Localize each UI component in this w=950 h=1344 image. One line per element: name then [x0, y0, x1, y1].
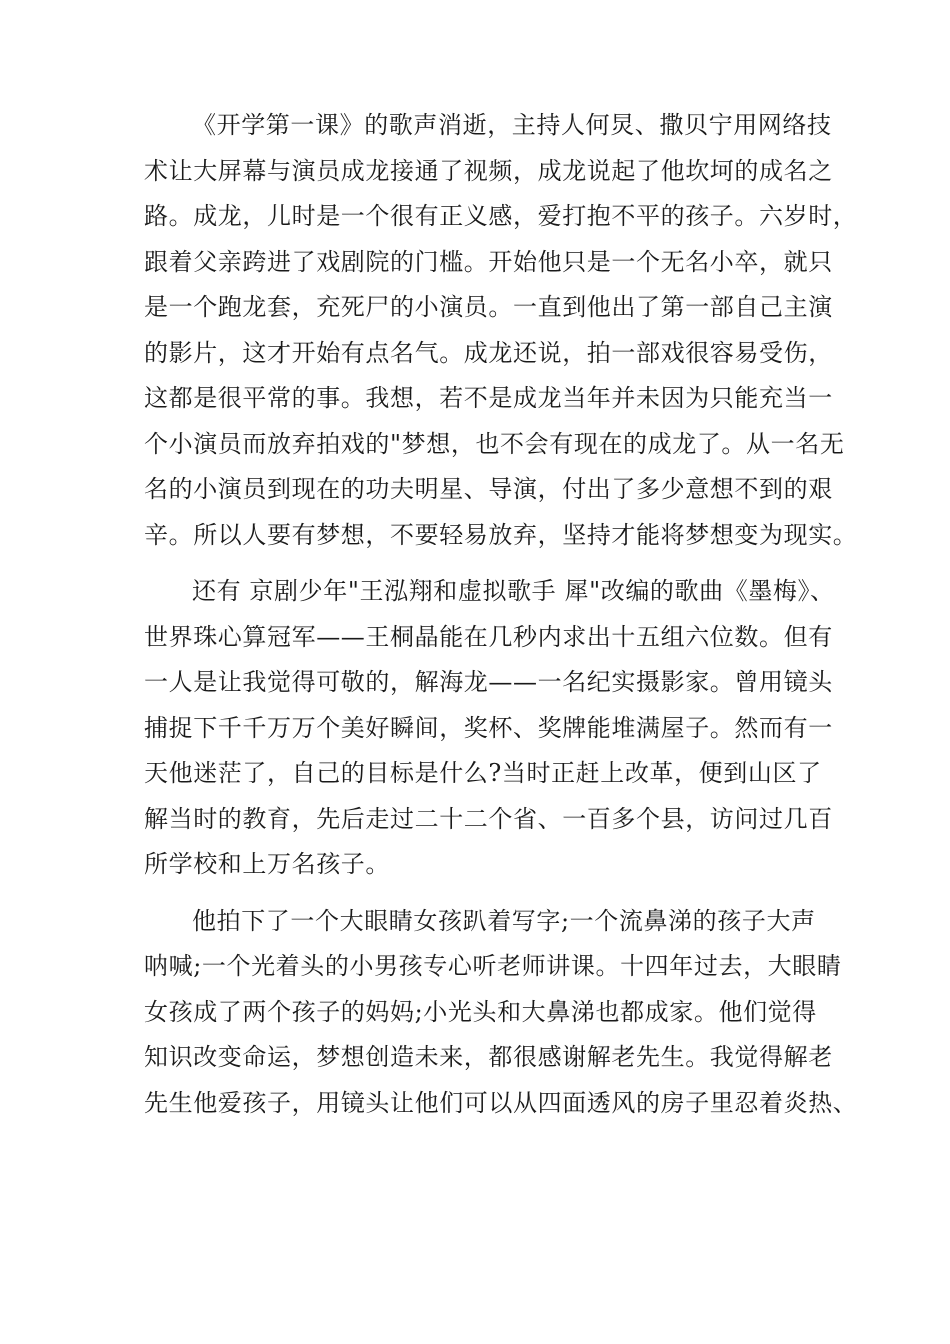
text-line: 一人是让我觉得可敬的，解海龙——一名纪实摄影家。曾用镜头: [144, 668, 833, 696]
text-line: 术让大屏幕与演员成龙接通了视频，成龙说起了他坎坷的成名之: [144, 156, 833, 185]
text-line: 还有 京剧少年"王泓翔和虚拟歌手 犀"改编的歌曲《墨梅》、: [192, 577, 835, 605]
text-line: 名的小演员到现在的功夫明星、导演，付出了多少意想不到的艰: [144, 475, 833, 503]
paragraph-spacer: [144, 558, 824, 569]
text-line: 先生他爱孩子，用镜头让他们可以从四面透风的房子里忍着炎热、: [144, 1088, 858, 1117]
text-line: 这都是很平常的事。我想，若不是成龙当年并未因为只能充当一: [144, 384, 833, 412]
text-line: 跟着父亲跨进了戏剧院的门槛。开始他只是一个无名小卒，就只: [144, 247, 833, 276]
text-line: 捕捉下千千万万个美好瞬间，奖杯、奖牌能堆满屋子。然而有一: [144, 713, 833, 742]
paragraph-2: [144, 569, 835, 888]
text-line: 《开学第一课》的歌声消逝，主持人何炅、撒贝宁用网络技: [192, 111, 832, 139]
text-line: 解当时的教育，先后走过二十二个省、一百多个县，访问过几百: [144, 804, 833, 833]
text-line: 是一个跑龙套，充死尸的小演员。一直到他出了第一部自己主演: [144, 293, 833, 321]
text-line: 天他迷茫了，自己的目标是什么?当时正赶上改革，便到山区了: [144, 759, 822, 787]
paragraph-spacer: [144, 888, 824, 899]
text-line: 呐喊;一个光着头的小男孩专心听老师讲课。十四年过去，大眼睛: [144, 952, 842, 980]
text-line: 他拍下了一个大眼睛女孩趴着写字;一个流鼻涕的孩子大声: [192, 906, 816, 935]
text-line: 个小演员而放弃拍戏的"梦想，也不会有现在的成龙了。从一名无: [144, 429, 845, 458]
text-line: 辛。所以人要有梦想，不要轻易放弃，坚持才能将梦想变为现实。: [144, 520, 858, 549]
text-line: 路。成龙，儿时是一个很有正义感，爱打抱不平的孩子。六岁时，: [144, 202, 858, 230]
text-line: 的影片，这才开始有点名气。成龙还说，拍一部戏很容易受伤，: [144, 338, 833, 367]
text-line: 所学校和上万名孩子。: [144, 850, 390, 878]
paragraph-1: [144, 103, 858, 558]
text-line: 世界珠心算冠军——王桐晶能在几秒内求出十五组六位数。但有: [144, 622, 833, 651]
document-body: [144, 103, 858, 1126]
paragraph-3: [144, 899, 858, 1127]
text-line: 女孩成了两个孩子的妈妈;小光头和大鼻涕也都成家。他们觉得: [144, 997, 817, 1026]
text-line: 知识改变命运，梦想创造未来，都很感谢解老先生。我觉得解老: [144, 1043, 833, 1071]
